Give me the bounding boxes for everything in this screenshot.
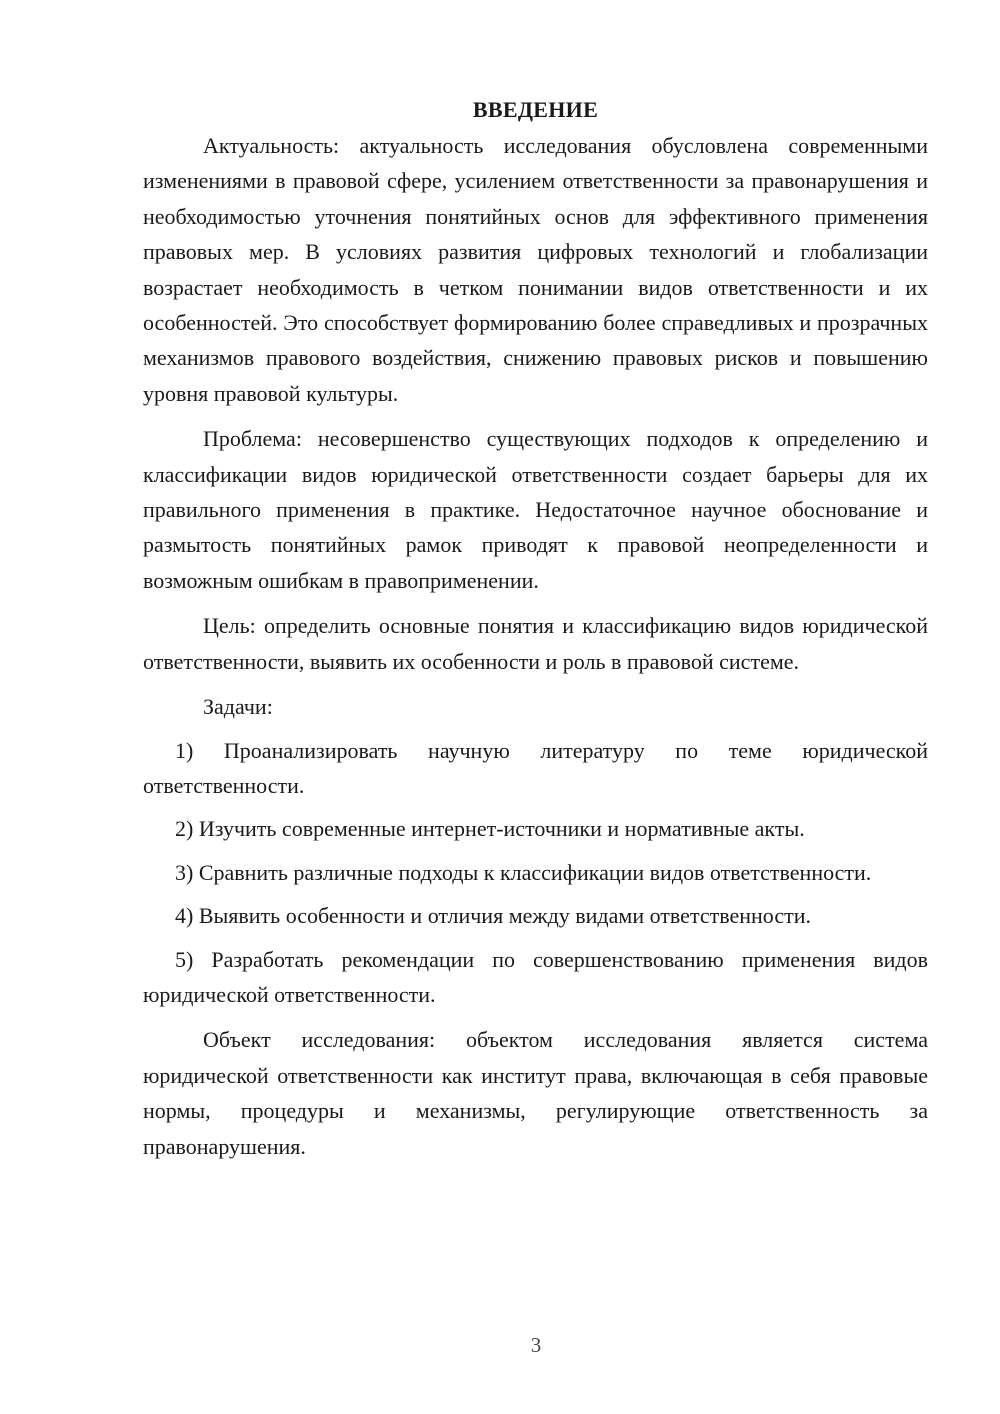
tasks-heading: Задачи: [203, 694, 273, 720]
page-number: 3 [530, 1333, 542, 1357]
object-paragraph: Объект исследования: объектом исследования является система юридической ответственности как институт права, включающая в себя правовые нормы, процедуры и механизмы, регулирующие ответственность за правонарушения. [143, 1027, 928, 1159]
relevance-paragraph: Актуальность: актуальность исследования обусловлена современными изменениями в правовой сфере, усилением ответственности за правонарушения и необходимостью уточнения понятийных основ для эффективного применения правовых мер. В условиях развития цифровых технологий и глобализации возрастает необходимость в четком понимании видов ответственности и их особенностей. Это способствует формированию более справедливых и прозрачных механизмов правового воздействия, снижению правовых рисков и повышению уровня правовой культуры. [143, 133, 928, 406]
problem-paragraph: Проблема: несовершенство существующих подходов к определению и классификации видов юридической ответственности создает барьеры для их правильного применения в практике. Недостаточное научное обоснование и размытость понятийных рамок приводят к правовой неопределенности и возможным ошибкам в правоприменении. [143, 426, 928, 593]
task-item: 3) Сравнить различные подходы к классификации видов ответственности. [175, 859, 872, 885]
task-item: 4) Выявить особенности и отличия между видами ответственности. [175, 903, 811, 929]
goal-paragraph: Цель: определить основные понятия и классификацию видов юридической ответственности, выявить их особенности и роль в правовой системе. [143, 613, 928, 674]
page-content [143, 94, 928, 1164]
section-title: ВВЕДЕНИЕ [472, 97, 599, 122]
task-item: 1) Проанализировать научную литературу по теме юридической ответственности. [143, 737, 928, 798]
task-item: 5) Разработать рекомендации по совершенствованию применения видов юридической ответственности. [143, 946, 928, 1007]
task-item: 2) Изучить современные интернет-источники и нормативные акты. [175, 816, 805, 842]
